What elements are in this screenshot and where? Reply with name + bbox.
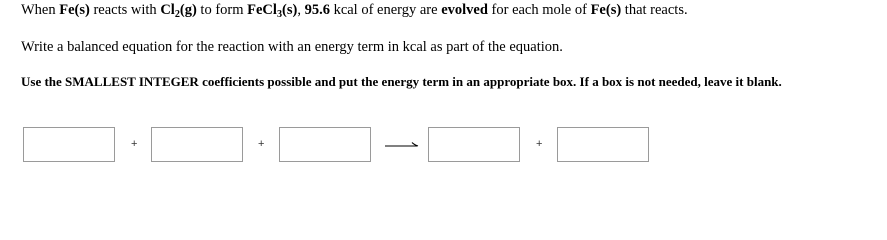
equation-box-2[interactable] [151,127,243,162]
energy-direction: evolved [441,2,488,18]
plus-sign-3: + [536,138,543,150]
text-fragment: kcal of energy are [329,2,442,18]
chlorine-state: (g) [179,2,197,18]
coefficient-note: Use the SMALLEST INTEGER coefficients possible and put the energy term in an appropriate box. If a box is not needed, leave it blank. [21,74,782,89]
chlorine-subscript: 2 [174,9,180,20]
text-fragment: reacts with [89,2,161,18]
text-fragment: to form [196,2,248,18]
product-symbol: FeCl [247,2,277,18]
text-fragment: that reacts. [621,2,688,18]
equation-box-3[interactable] [279,127,371,162]
text-fragment: for each mole of [487,2,591,18]
plus-sign-1: + [131,138,138,150]
product-state: (s) [282,2,298,18]
plus-sign-2: + [258,138,265,150]
product-subscript: 3 [276,9,282,20]
right-arrow-icon [385,141,419,151]
question-statement [21,2,688,19]
text-fragment: When [21,2,60,18]
reactant-chlorine [160,2,196,18]
energy-amount: 95.6 [304,2,330,18]
instruction-text: Write a balanced equation for the reaction with an energy term in kcal as part of the equation. [21,39,563,55]
reactant-iron: Fe(s) [59,2,90,18]
equation-box-1[interactable] [23,127,115,162]
chlorine-symbol: Cl [160,2,175,18]
product-iron-chloride [247,2,297,18]
equation-box-5[interactable] [557,127,649,162]
text-fragment: , [297,2,305,18]
reactant-iron-repeat: Fe(s) [590,2,622,18]
equation-box-4[interactable] [428,127,520,162]
